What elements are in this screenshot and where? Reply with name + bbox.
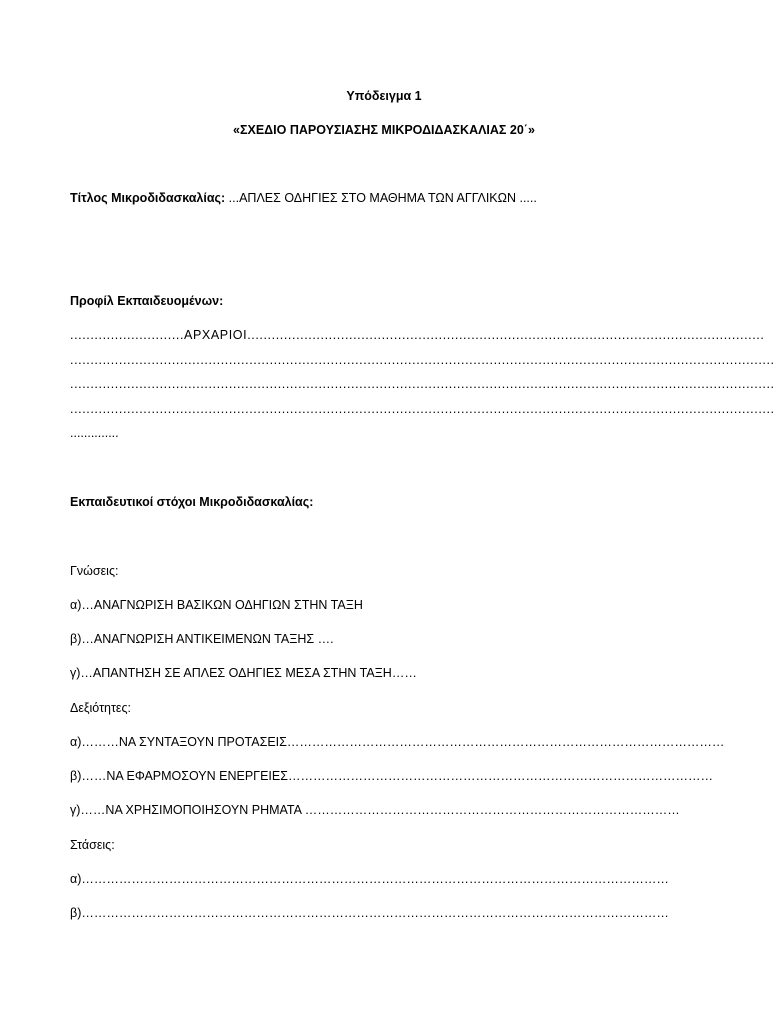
attitudes-label: Στάσεις: bbox=[70, 838, 115, 852]
profile-label: Προφίλ Εκπαιδευομένων: bbox=[70, 294, 224, 308]
knowledge-item: α)…ΑΝΑΓΝΩΡΙΣΗ ΒΑΣΙΚΩΝ ΟΔΗΓΙΩΝ ΣΤΗΝ ΤΑΞΗ bbox=[70, 598, 363, 612]
document-subheading: «ΣΧΕΔΙΟ ΠΑΡΟΥΣΙΑΣΗΣ ΜΙΚΡΟΔΙΔΑΣΚΑΛΙΑΣ 20΄» bbox=[233, 123, 535, 137]
attitudes-item: α)…………………………………………………………………………………………………………………………… bbox=[70, 872, 669, 886]
title-value: ...ΑΠΛΕΣ ΟΔΗΓΙΕΣ ΣΤΟ ΜΑΘΗΜΑ ΤΩΝ ΑΓΓΛΙΚΩΝ ..... bbox=[225, 191, 537, 205]
attitudes-item: β)…………………………………………………………………………………………………………………………… bbox=[70, 906, 669, 920]
knowledge-item: γ)…ΑΠΑΝΤΗΣΗ ΣΕ ΑΠΛΕΣ ΟΔΗΓΙΕΣ ΜΕΣΑ ΣΤΗΝ ΤΑΞΗ…… bbox=[70, 666, 417, 680]
profile-line: ............................ΑΡΧΑΡΙΟΙ............................................................................................................................... bbox=[70, 328, 765, 342]
skills-item: γ)……ΝΑ ΧΡΗΣΙΜΟΠΟΙΗΣΟΥΝ ΡΗΜΑΤΑ ……………………………………………………………………………… bbox=[70, 803, 680, 817]
skills-label: Δεξιότητες: bbox=[70, 701, 131, 715]
knowledge-label: Γνώσεις: bbox=[70, 564, 119, 578]
goals-label: Εκπαιδευτικοί στόχοι Μικροδιδασκαλίας: bbox=[70, 495, 314, 509]
profile-line: .............. bbox=[70, 426, 119, 440]
document-heading: Υπόδειγμα 1 bbox=[346, 89, 422, 103]
skills-item: β)……ΝΑ ΕΦΑΡΜΟΣΟΥΝ ΕΝΕΡΓΕΙΕΣ………………………………………………………………………………………… bbox=[70, 769, 713, 783]
title-row bbox=[70, 190, 537, 206]
knowledge-item: β)…ΑΝΑΓΝΩΡΙΣΗ ΑΝΤΙΚΕΙΜΕΝΩΝ ΤΑΞΗΣ …. bbox=[70, 632, 334, 646]
title-label: Τίτλος Μικροδιδασκαλίας: bbox=[70, 191, 226, 205]
profile-line: ............................................................................................................................................................................. bbox=[70, 353, 775, 367]
profile-line: ............................................................................................................................................................................. bbox=[70, 402, 775, 416]
skills-item: α)………ΝΑ ΣΥΝΤΑΞΟΥΝ ΠΡΟΤΑΣΕΙΣ…………………………………………………………………………………………… bbox=[70, 735, 725, 749]
profile-line: ............................................................................................................................................................................. bbox=[70, 377, 775, 391]
